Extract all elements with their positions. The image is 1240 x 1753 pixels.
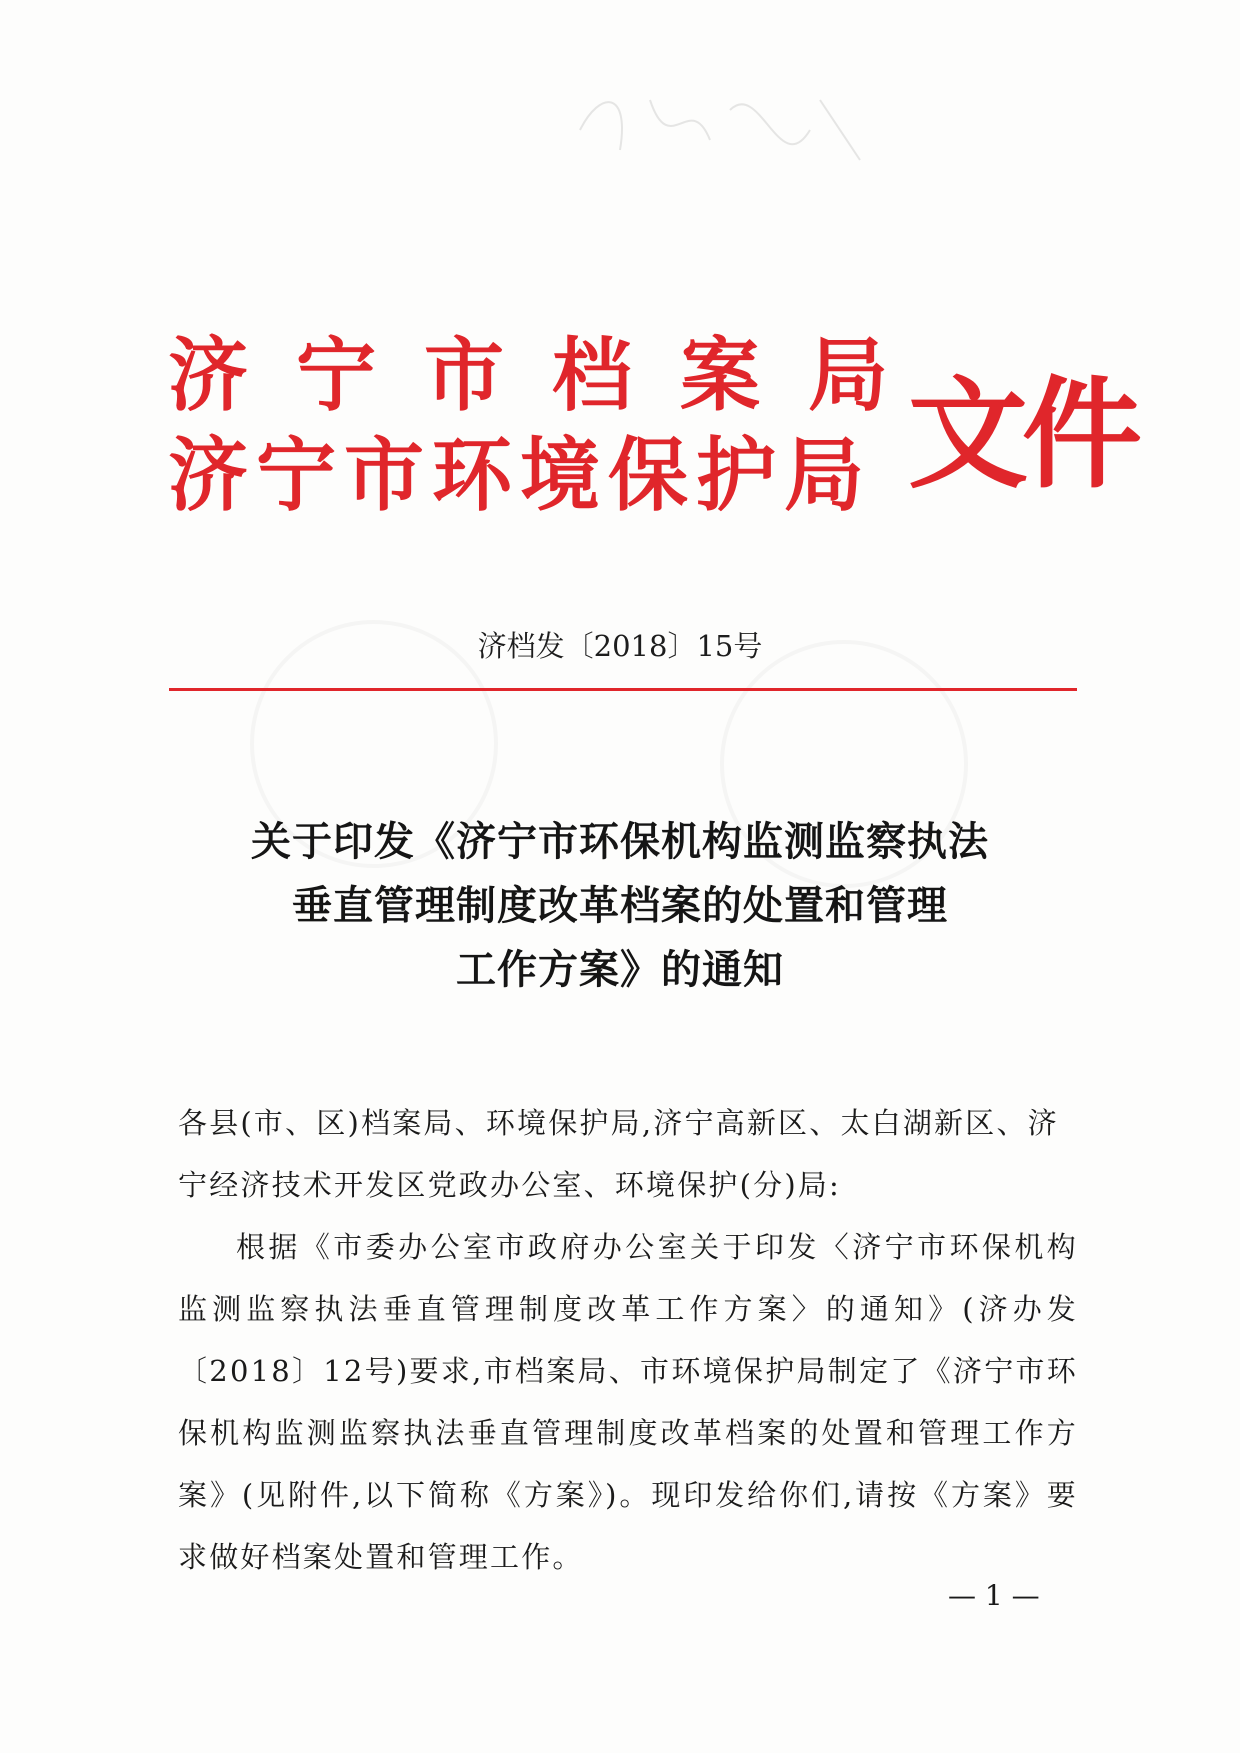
page-number: — 1 — [948, 1579, 1040, 1612]
title-line: 工作方案》的通知 [456, 946, 784, 993]
document-type-label: 文件 [908, 364, 1136, 505]
issuer-environmental-bureau: 济宁市环境保护局 [168, 428, 872, 522]
title-line: 垂直管理制度改革档案的处置和管理 [292, 882, 948, 929]
document-title [140, 810, 1100, 1002]
body-paragraph: 根据《市委办公室市政府办公室关于印发〈济宁市环保机构监测监察执法垂直管理制度改革工作方案〉的通知》(济办发〔2018〕12号)要求,市档案局、市环境保护局制定了《济宁市环保机构监测监察执法垂直管理制度改革档案的处置和管理工作方案》(见附件,以下简称《方案》)。现印发给你们,请按《方案》要求做好档案处置和管理工作。 [178, 1230, 1078, 1574]
title-line: 关于印发《济宁市环保机构监测监察执法 [251, 818, 989, 865]
issuer-archives-bureau: 济宁市档案局 [168, 328, 936, 422]
document-body [178, 1092, 1078, 1588]
masthead-divider [169, 688, 1077, 691]
masthead [168, 328, 1136, 530]
handwritten-mark [560, 70, 880, 210]
salutation: 各县(市、区)档案局、环境保护局,济宁高新区、太白湖新区、济宁经济技术开发区党政办公室、环境保护(分)局: [178, 1106, 1059, 1202]
document-number: 济档发〔2018〕15号 [477, 629, 763, 663]
